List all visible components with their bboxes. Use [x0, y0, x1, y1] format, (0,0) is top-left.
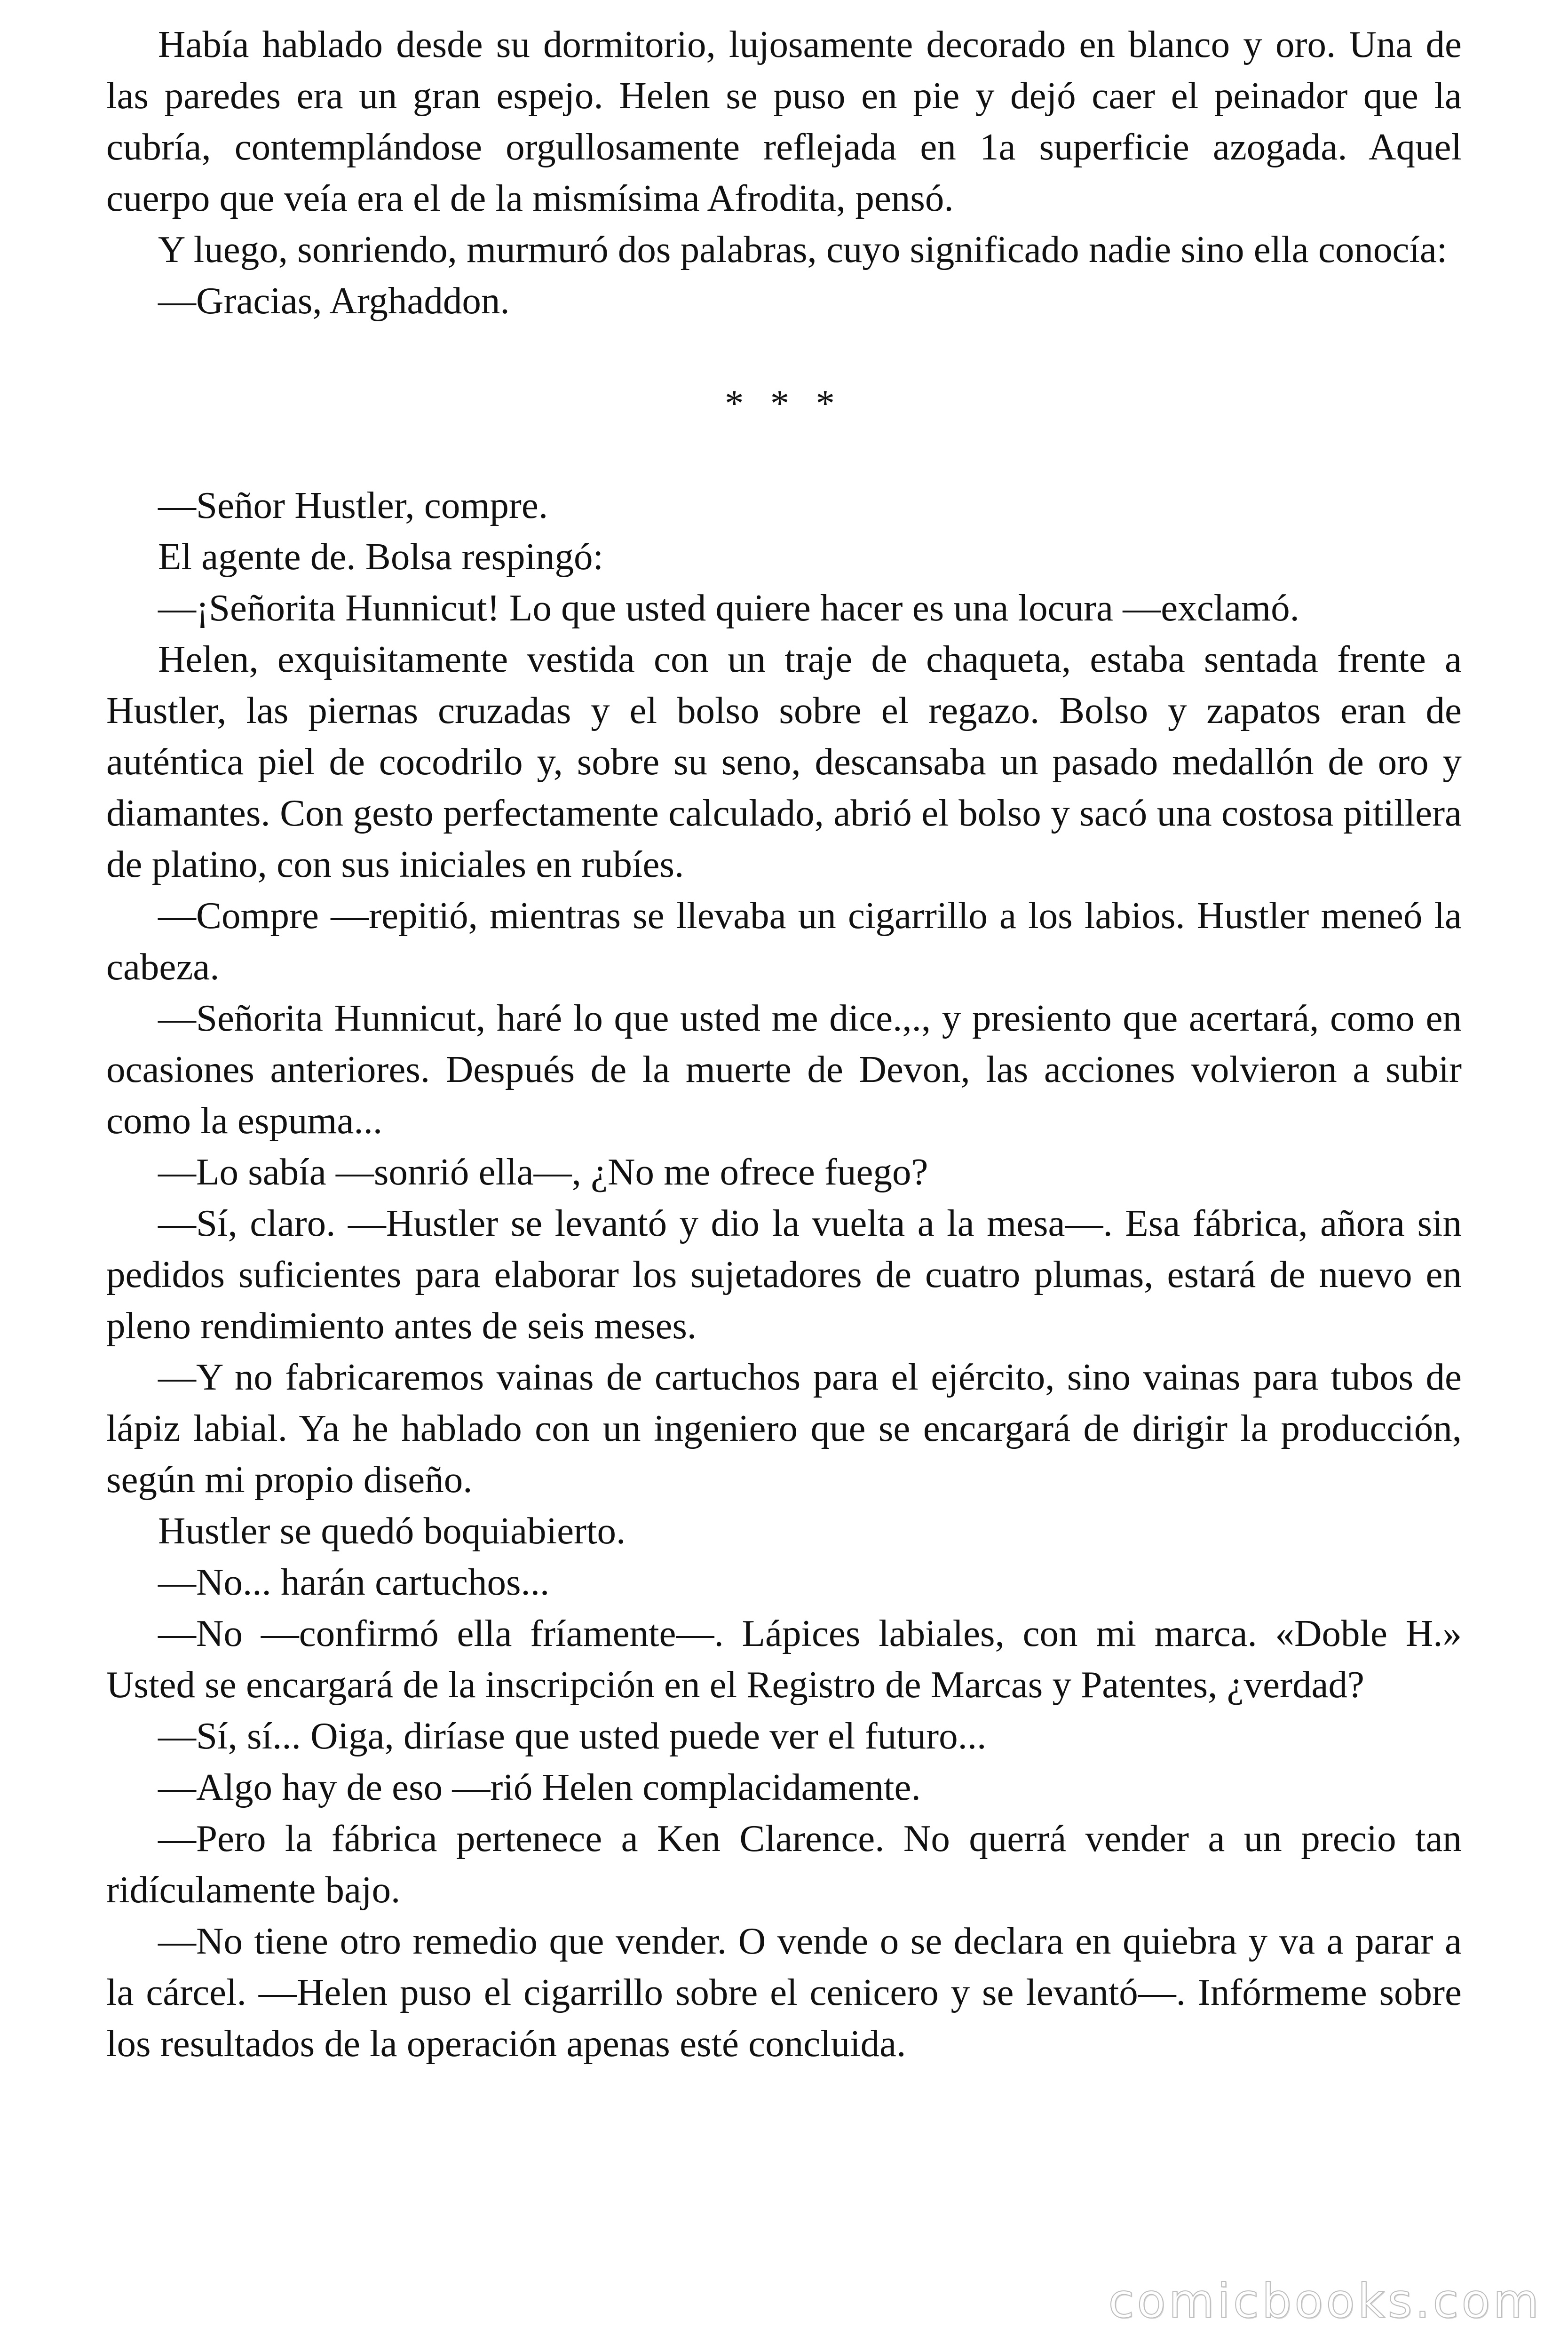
paragraph: —Algo hay de eso —rió Helen complacidamente.: [158, 1766, 921, 1808]
section-separator: * * *: [725, 382, 843, 424]
text-block-after: [106, 480, 1462, 2069]
paragraph: Y luego, sonriendo, murmuró dos palabras, cuyo significado nadie sino ella conocía:: [158, 228, 1448, 270]
paragraph: —Señorita Hunnicut, haré lo que usted me dice.,., y presiento que acertará, como en ocasiones anteriores. Después de la muerte de Devon, las acciones volvieron a subir como la espuma...: [106, 997, 1462, 1142]
paragraph: —Y no fabricaremos vainas de cartuchos para el ejército, sino vainas para tubos de lápiz labial. Ya he hablado con un ingeniero que se encargará de dirigir la producción, según mi propio diseño.: [106, 1356, 1462, 1501]
paragraph: —Señor Hustler, compre.: [158, 484, 548, 526]
paragraph: —Gracias, Arghaddon.: [158, 279, 510, 322]
paragraph: Había hablado desde su dormitorio, lujosamente decorado en blanco y oro. Una de las paredes era un gran espejo. Helen se puso en pie y dejó caer el peinador que la cubría, contemplándose orgullosamente reflejada en 1a superficie azogada. Aquel cuerpo que veía era el de la mismísima Afrodita, pensó.: [106, 23, 1462, 219]
text-block-before: [106, 19, 1462, 326]
paragraph: —No... harán cartuchos...: [158, 1561, 550, 1603]
paragraph: —No —confirmó ella fríamente—. Lápices labiales, con mi marca. «Doble H.» Usted se encargará de la inscripción en el Registro de Marcas y Patentes, ¿verdad?: [106, 1612, 1462, 1706]
paragraph: —No tiene otro remedio que vender. O vende o se declara en quiebra y va a parar a la cárcel. —Helen puso el cigarrillo sobre el cenicero y se levantó—. Infórmeme sobre los resultados de la operación apenas esté concluida.: [106, 1920, 1462, 2065]
paragraph: —Lo sabía —sonrió ella—, ¿No me ofrece fuego?: [158, 1151, 928, 1193]
watermark: comicbooks.com: [1108, 2273, 1542, 2328]
paragraph: —Sí, claro. —Hustler se levantó y dio la vuelta a la mesa—. Esa fábrica, añora sin pedidos suficientes para elaborar los sujetadores de cuatro plumas, estará de nuevo en pleno rendimiento antes de seis meses.: [106, 1202, 1462, 1347]
paragraph: —Compre —repitió, mientras se llevaba un cigarrillo a los labios. Hustler meneó la cabeza.: [106, 894, 1462, 988]
paragraph: —¡Señorita Hunnicut! Lo que usted quiere hacer es una locura —exclamó.: [158, 587, 1299, 629]
paragraph: —Pero la fábrica pertenece a Ken Clarence. No querrá vender a un precio tan ridículamente bajo.: [106, 1817, 1462, 1911]
paragraph: Helen, exquisitamente vestida con un traje de chaqueta, estaba sentada frente a Hustler, las piernas cruzadas y el bolso sobre el regazo. Bolso y zapatos eran de auténtica piel de cocodrilo y, sobre su seno, descansaba un pasado medallón de oro y diamantes. Con gesto perfectamente calculado, abrió el bolso y sacó una costosa pitillera de platino, con sus iniciales en rubíes.: [106, 638, 1462, 885]
paragraph: El agente de. Bolsa respingó:: [158, 535, 604, 578]
paragraph: Hustler se quedó boquiabierto.: [158, 1510, 626, 1552]
paragraph: —Sí, sí... Oiga, diríase que usted puede ver el futuro...: [158, 1715, 987, 1757]
book-page: [106, 19, 1462, 2069]
